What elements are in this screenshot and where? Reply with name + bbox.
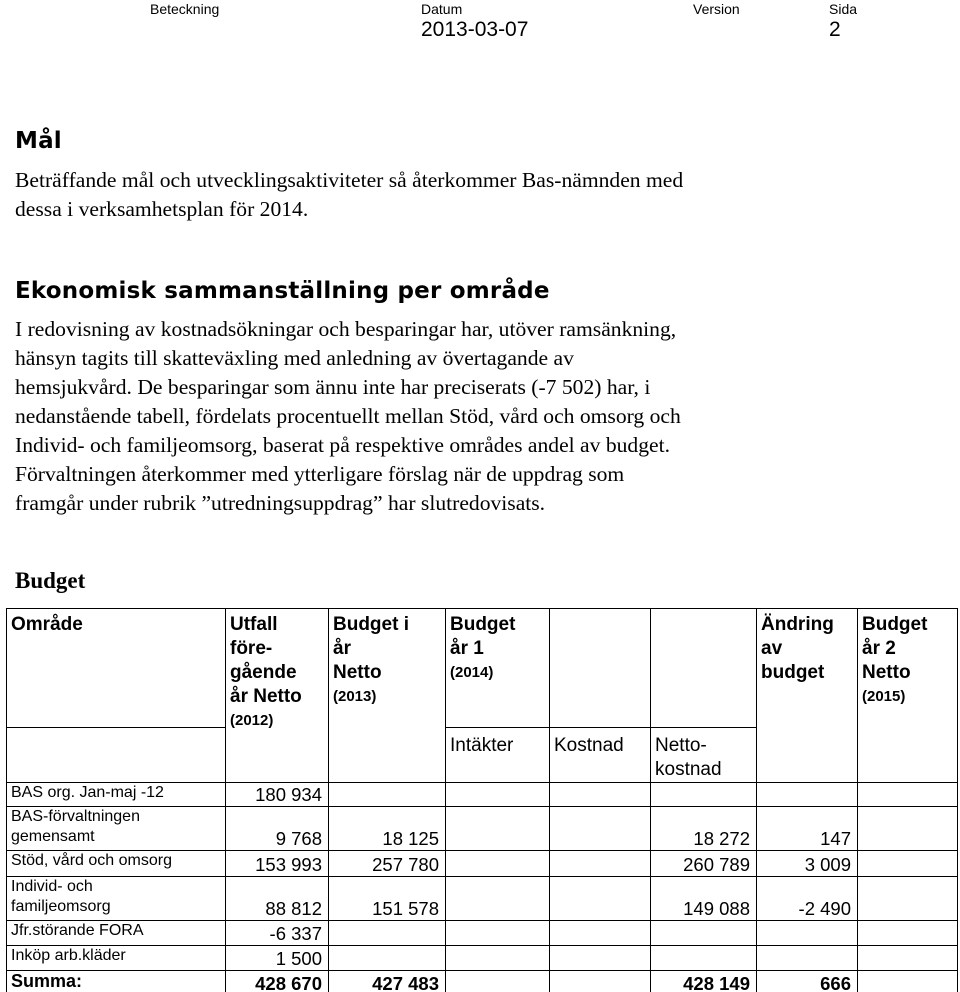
cell-intakter	[446, 946, 550, 971]
summa-andring: 666	[757, 971, 858, 992]
header-empty	[651, 609, 757, 728]
table-header-row	[7, 609, 958, 728]
budget-table	[6, 608, 958, 992]
row-label: BAS-förvaltningen gemensamt	[7, 807, 226, 851]
table-row	[7, 807, 958, 851]
cell-budget-i-ar	[329, 946, 446, 971]
header-page-number: 2	[829, 18, 841, 41]
row-label: Stöd, vård och omsorg	[7, 851, 226, 877]
cell-intakter	[446, 877, 550, 921]
header-budget-i-ar: Budget i år Netto (2013)	[329, 609, 446, 783]
header-budget-ar1: Budget år 1 (2014)	[446, 609, 550, 728]
row-label: Jfr.störande FORA	[7, 921, 226, 946]
cell-budget-i-ar: 18 125	[329, 807, 446, 851]
heading-mal: Mål	[15, 128, 62, 154]
cell-ar2	[858, 946, 958, 971]
summa-utfall: 428 670	[226, 971, 329, 992]
cell-andring: -2 490	[757, 877, 858, 921]
cell-budget-i-ar	[329, 921, 446, 946]
header-label-beteckning: Beteckning	[150, 1, 220, 17]
header-andring: Ändring av budget	[757, 609, 858, 783]
cell-netto	[651, 783, 757, 807]
summa-netto: 428 149	[651, 971, 757, 992]
summa-label: Summa:	[7, 971, 226, 992]
summa-intakter	[446, 971, 550, 992]
header-empty	[550, 609, 651, 728]
subheader-nettokostnad: Netto- kostnad	[651, 728, 757, 783]
cell-utfall: 153 993	[226, 851, 329, 877]
row-label: Inköp arb.kläder	[7, 946, 226, 971]
cell-budget-i-ar: 151 578	[329, 877, 446, 921]
cell-netto	[651, 946, 757, 971]
row-label: Individ- och familjeomsorg	[7, 877, 226, 921]
header-label-version: Version	[693, 1, 740, 17]
cell-utfall: -6 337	[226, 921, 329, 946]
header-label-sida: Sida	[829, 1, 858, 17]
cell-netto	[651, 921, 757, 946]
cell-ar2	[858, 807, 958, 851]
cell-ar2	[858, 851, 958, 877]
cell-utfall: 88 812	[226, 877, 329, 921]
header-utfall: Utfall före- gående år Netto (2012)	[226, 609, 329, 783]
header-omrade: Område	[7, 609, 226, 728]
cell-andring	[757, 946, 858, 971]
paragraph-line: I redovisning av kostnadsökningar och besparingar har, utöver ramsänkning,	[15, 317, 677, 341]
paragraph-line: dessa i verksamhetsplan för 2014.	[15, 197, 309, 221]
cell-kostnad	[550, 807, 651, 851]
cell-ar2	[858, 783, 958, 807]
paragraph-mal	[15, 166, 683, 224]
subheader-intakter: Intäkter	[446, 728, 550, 783]
cell-kostnad	[550, 877, 651, 921]
table-row	[7, 921, 958, 946]
summa-row	[7, 971, 958, 992]
cell-intakter	[446, 921, 550, 946]
cell-ar2	[858, 921, 958, 946]
cell-kostnad	[550, 851, 651, 877]
table-row	[7, 946, 958, 971]
cell-kostnad	[550, 783, 651, 807]
summa-ar2	[858, 971, 958, 992]
cell-utfall: 1 500	[226, 946, 329, 971]
paragraph-line: hänsyn tagits till skatteväxling med anledning av övertagande av	[15, 346, 574, 370]
cell-netto: 18 272	[651, 807, 757, 851]
cell-netto: 260 789	[651, 851, 757, 877]
subheader-empty	[7, 728, 226, 783]
cell-andring: 147	[757, 807, 858, 851]
cell-intakter	[446, 807, 550, 851]
cell-intakter	[446, 851, 550, 877]
summa-budget-i-ar: 427 483	[329, 971, 446, 992]
paragraph-line: Förvaltningen återkommer med ytterligare förslag när de uppdrag som	[15, 462, 625, 486]
heading-ekonomi: Ekonomisk sammanställning per område	[15, 278, 550, 304]
budget-title: Budget	[15, 568, 86, 593]
row-label: BAS org. Jan-maj -12	[7, 783, 226, 807]
cell-andring: 3 009	[757, 851, 858, 877]
summa-kostnad	[550, 971, 651, 992]
cell-netto: 149 088	[651, 877, 757, 921]
header-date: 2013-03-07	[421, 18, 529, 41]
header-label-datum: Datum	[421, 1, 463, 17]
cell-budget-i-ar	[329, 783, 446, 807]
paragraph-line: nedanstående tabell, fördelats procentuellt mellan Stöd, vård och omsorg och	[15, 404, 681, 428]
paragraph-ekonomi	[15, 315, 681, 518]
header-budget-ar2: Budget år 2 Netto (2015)	[858, 609, 958, 783]
paragraph-line: hemsjukvård. De besparingar som ännu inte har preciserats (-7 502) har, i	[15, 375, 651, 399]
cell-andring	[757, 783, 858, 807]
cell-budget-i-ar: 257 780	[329, 851, 446, 877]
paragraph-line: Beträffande mål och utvecklingsaktiviteter så återkommer Bas-nämnden med	[15, 168, 684, 192]
cell-utfall: 180 934	[226, 783, 329, 807]
cell-intakter	[446, 783, 550, 807]
cell-kostnad	[550, 921, 651, 946]
cell-kostnad	[550, 946, 651, 971]
cell-utfall: 9 768	[226, 807, 329, 851]
paragraph-line: Individ- och familjeomsorg, baserat på respektive områdes andel av budget.	[15, 433, 671, 457]
table-row	[7, 783, 958, 807]
subheader-kostnad: Kostnad	[550, 728, 651, 783]
table-row	[7, 851, 958, 877]
paragraph-line: framgår under rubrik ”utredningsuppdrag” har slutredovisats.	[15, 491, 546, 515]
table-row	[7, 877, 958, 921]
cell-andring	[757, 921, 858, 946]
cell-ar2	[858, 877, 958, 921]
